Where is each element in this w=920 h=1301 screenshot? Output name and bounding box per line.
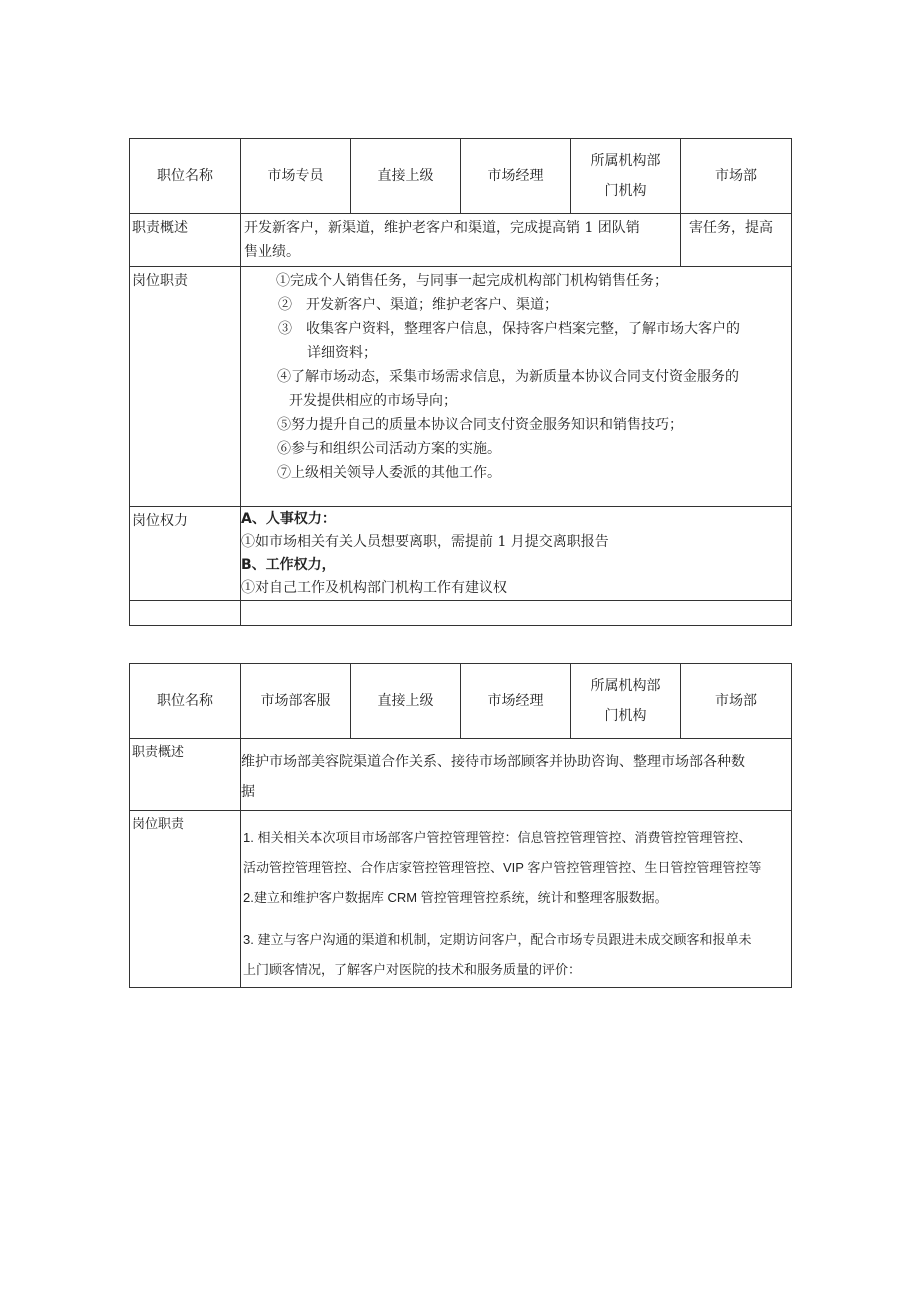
duty-item-continued: 详细资料； xyxy=(307,345,377,361)
summary-row xyxy=(130,739,792,811)
summary-row xyxy=(130,214,792,267)
duties-content xyxy=(241,811,792,988)
position-label: 职位名称 xyxy=(130,139,241,214)
duty-item: ③ 收集客户资料，整理客户信息，保持客户档案完整，了解市场大客户的 xyxy=(278,321,740,337)
spacer xyxy=(243,913,789,925)
superior-value: 市场经理 xyxy=(461,664,571,739)
duty-item: ⑤努力提升自己的质量本协议合同支付资金服务知识和销售技巧； xyxy=(277,417,683,433)
empty-row xyxy=(130,601,792,626)
empty-cell xyxy=(241,601,792,626)
duty-p3-line2: 上门顾客情况，了解客户对医院的技术和服务质量的评价： xyxy=(243,962,582,977)
department-label xyxy=(571,664,681,739)
authority-content xyxy=(241,507,792,601)
summary-line-2: 据 xyxy=(241,784,255,800)
authority-row xyxy=(130,507,792,601)
position-label: 职位名称 xyxy=(130,664,241,739)
summary-text xyxy=(241,214,681,267)
summary-line-1: 维护市场部美容院渠道合作关系、接待市场部顾客并协助咨询、整理市场部各种数 xyxy=(241,754,745,770)
duty-p3-line1: 3. 建立与客户沟通的渠道和机制，定期访问客户，配合市场专员跟进未成交顾客和报单未 xyxy=(243,932,752,947)
duties-row xyxy=(130,811,792,988)
summary-line-2: 售业绩。 xyxy=(244,244,300,260)
department-label-line2: 门机构 xyxy=(604,708,647,724)
duties-list xyxy=(241,267,792,507)
header-row xyxy=(130,664,792,739)
superior-label: 直接上级 xyxy=(351,664,461,739)
job-table-2 xyxy=(129,663,792,988)
department-label xyxy=(571,139,681,214)
department-label-line1: 所属机构部 xyxy=(590,678,661,694)
authority-item-b: ①对自己工作及机构部门机构工作有建议权 xyxy=(241,580,507,596)
superior-label: 直接上级 xyxy=(351,139,461,214)
duty-item: ④了解市场动态，采集市场需求信息，为新质量本协议合同支付资金服务的 xyxy=(277,369,739,385)
duty-item: ⑥参与和组织公司活动方案的实施。 xyxy=(277,441,501,457)
duty-p1-line1: 1. 相关相关本次项目市场部客户管控管理管控：信息管控管理管控、消费管控管理管控、 xyxy=(243,830,752,845)
duty-p2: 2.建立和维护客户数据库 CRM 管控管理管控系统，统计和整理客服数据。 xyxy=(243,890,668,905)
duty-item: ⑦上级相关领导人委派的其他工作。 xyxy=(277,465,501,481)
job-table-1 xyxy=(129,138,792,626)
duties-row xyxy=(130,267,792,507)
superior-value: 市场经理 xyxy=(461,139,571,214)
position-value: 市场专员 xyxy=(241,139,351,214)
duties-label: 岗位职责 xyxy=(130,811,241,988)
empty-cell xyxy=(130,601,241,626)
authority-heading-b: B、工作权力， xyxy=(241,557,336,573)
authority-heading-a: A、人事权力： xyxy=(241,511,336,527)
summary-label: 职责概述 xyxy=(130,214,241,267)
summary-side-text: 害任务，提高 xyxy=(681,214,792,267)
header-row xyxy=(130,139,792,214)
duty-item: ② 开发新客户、渠道；维护老客户、渠道； xyxy=(278,297,558,313)
duties-label: 岗位职责 xyxy=(130,267,241,507)
duty-item: ①完成个人销售任务，与同事一起完成机构部门机构销售任务； xyxy=(276,273,668,289)
duty-item-continued: 开发提供相应的市场导向； xyxy=(289,393,457,409)
department-label-line2: 门机构 xyxy=(604,183,647,199)
department-value: 市场部 xyxy=(681,664,792,739)
authority-label: 岗位权力 xyxy=(130,507,241,601)
department-label-line1: 所属机构部 xyxy=(590,153,661,169)
department-value: 市场部 xyxy=(681,139,792,214)
authority-item-a: ①如市场相关有关人员想要离职，需提前 1 月提交离职报告 xyxy=(241,534,609,550)
position-value: 市场部客服 xyxy=(241,664,351,739)
summary-text xyxy=(241,739,792,811)
duty-p1-line2: 活动管控管理管控、合作店家管控管理管控、VIP 客户管控管理管控、生日管控管理管控等 xyxy=(243,860,762,875)
summary-line-1: 开发新客户，新渠道，维护老客户和渠道，完成提高销 1 团队销 xyxy=(244,220,640,236)
summary-label: 职责概述 xyxy=(130,739,241,811)
